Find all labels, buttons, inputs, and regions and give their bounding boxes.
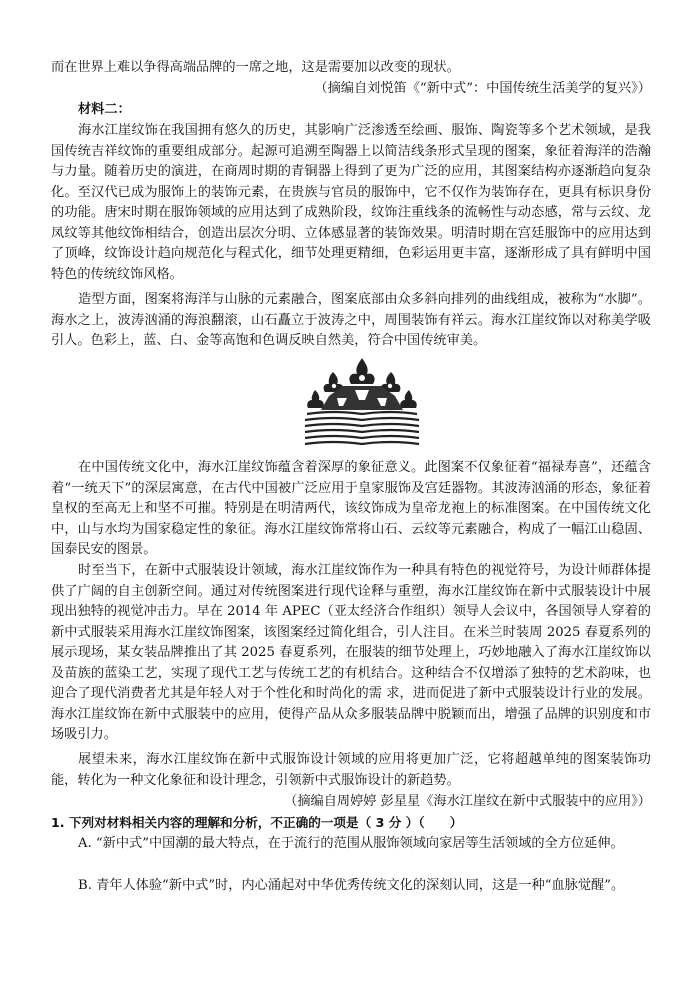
paragraph-modern-design: 时至当下，在新中式服装设计领域，海水江崖纹饰作为一种具有特色的视觉符号，为设计师群体提供了广阔的自主创新空间。通过对传统图案进行现代诠释与重塑，海水江崖纹饰在新中式服装设计中展现出独特的视觉冲击力。早在 2014 年 APEC（亚太经济合作组织）领导人会议中，各国领导人穿着的新中式服装采用海水江崖纹饰图案，该图案经过简化组合，引人注目。在米兰时装周 2025 春夏系列的展示现场，某女装品牌推出了其 2025 春夏系列，在服装的细节处理上，巧妙地融入了海水江崖纹饰以及苗族的蓝染工艺，实现了现代工艺与传统工艺的有机结合。这种结合不仅增添了独特的艺术韵味，也迎合了现代消费者尤其是年轻人对于个性化和时尚化的需 求，进而促进了新中式服装设计行业的发展。海水江崖纹饰在新中式服装中的应用，使得产品从众多服装品牌中脱颖而出，增强了品牌的识别度和市场吸引力。 xyxy=(51,563,651,742)
sea-cliff-pattern-image xyxy=(303,356,421,448)
material-two-heading: 材料二： xyxy=(78,102,131,117)
question-1-title: 1. 下列对材料相关内容的理解和分析，不正确的一项是（ 3 分 ）（ ） xyxy=(51,815,463,830)
paragraph-outlook: 展望未来，海水江崖纹饰在新中式服饰设计领域的应用将更加广泛，它将超越单纯的图案装饰功能，转化为一种文化象征和设计理念，引领新中式服饰设计的新趋势。 xyxy=(51,752,651,788)
paragraph-symbolism: 在中国传统文化中，海水江崖纹饰蕴含着深厚的象征意义。此图案不仅象征着“福禄寿喜”，还蕴含着“一统天下”的深层寓意，在古代中国被广泛应用于皇家服饰及宫廷器物。其波涛汹涌的形态，象征着皇权的至高无上和坚不可摧。特别是在明清两代，该纹饰成为皇帝龙袍上的标准图案。在中国传统文化中，山与水均为国家稳定性的象征。海水江崖纹饰常将山石、云纹等元素融合，构成了一幅江山稳固、国泰民安的图景。 xyxy=(51,460,651,557)
source-citation-1: （摘编自刘悦笛《“新中式”：中国传统生活美学的复兴》） xyxy=(314,81,651,96)
paragraph-shape: 造型方面，图案将海洋与山脉的元素融合，图案底部由众多斜向排列的曲线组成，被称为“水脚”。海水之上，波涛汹涌的海浪翻滚，山石矗立于波涛之中，周围装饰有祥云。海水江崖纹饰以对称美学吸引人。色彩上，蓝、白、金等高饱和色调反映自然美，符合中国传统审美。 xyxy=(51,292,651,348)
source-citation-2: （摘编自周婷婷 彭星星《海水江崖纹在新中式服装中的应用》） xyxy=(284,794,651,809)
option-a: A. “新中式”中国潮的最大特点，在于流行的范围从服饰领域向家居等生活领域的全方位延伸。 xyxy=(78,836,624,851)
option-b: B. 青年人体验“新中式”时，内心涌起对中华优秀传统文化的深刻认同，这是一种“血脉觉醒”。 xyxy=(78,878,625,893)
sea-cliff-pattern-icon xyxy=(303,356,421,448)
top-line: 而在世界上难以争得高端品牌的一席之地，这是需要加以改变的现状。 xyxy=(51,60,460,75)
paragraph-history: 海水江崖纹饰在我国拥有悠久的历史，其影响广泛渗透至绘画、服饰、陶瓷等多个艺术领域，是我国传统吉祥纹饰的重要组成部分。起源可追溯至陶器上以简洁线条形式呈现的图案，象征着海洋的浩瀚与力量。随着历史的演进，在商周时期的青铜器上得到了更为广泛的应用，其图案结构亦逐渐趋向复杂化。至汉代已成为服饰上的装饰元素，在贵族与官员的服饰中，它不仅作为装饰存在，更具有标识身份的功能。唐宋时期在服饰领域的应用达到了成熟阶段，纹饰注重线条的流畅性与动态感，常与云纹、龙凤纹等其他纹饰相结合，创造出层次分明、立体感显著的装饰效果。明清时期在宫廷服饰中的应用达到了顶峰，纹饰设计趋向规范化与程式化，细节处理更精细，色彩运用更丰富，逐渐形成了具有鲜明中国特色的传统纹饰风格。 xyxy=(51,123,651,282)
